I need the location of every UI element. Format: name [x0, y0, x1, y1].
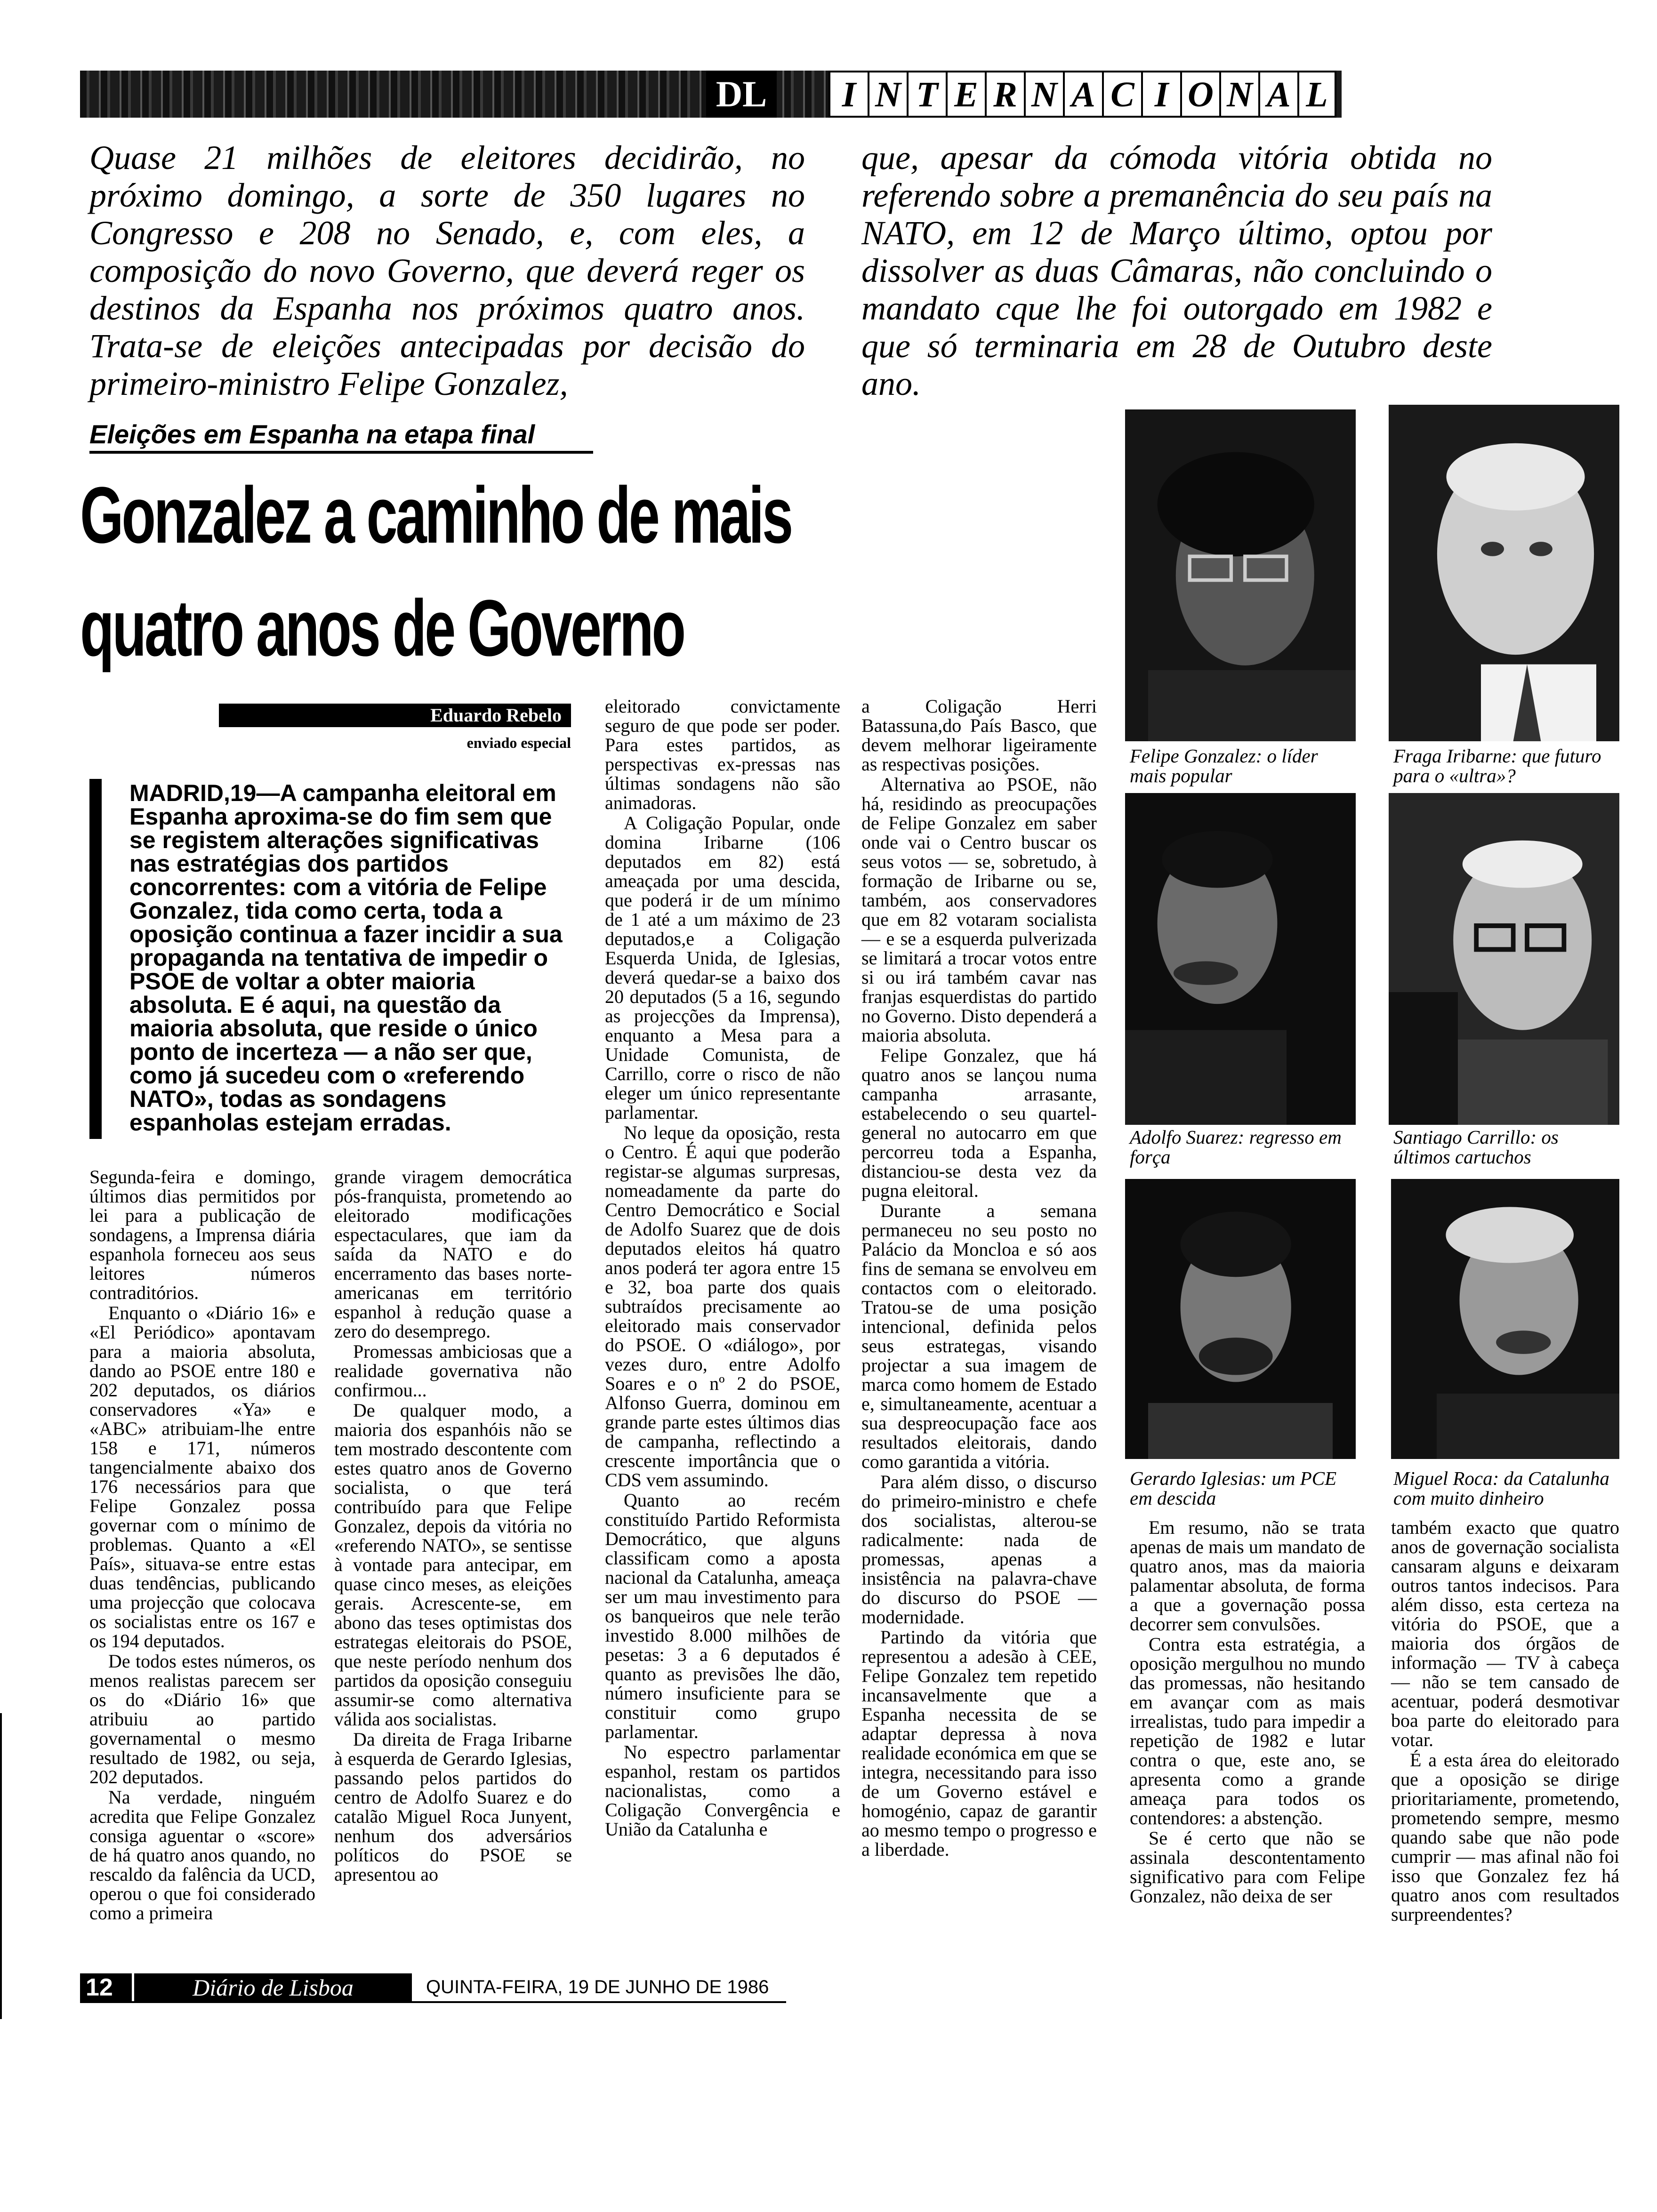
paragraph: Alternativa ao PSOE, não há, residindo as preocupações de Felipe Gonzalez em saber onde vai o Centro buscar os seus votos — se, sobretudo, à formação de Iribarne ou se, também, aos conservadores que em 82 votaram socialista — e se a esquerda pulverizada se limitará a trocar votos entre si ou irá também cavar nas franjas esquerdistas do partido no Governo. Disto dependerá a maioria absoluta.	[861, 774, 1097, 1046]
article-column-2	[334, 1167, 572, 1885]
paragraph: No espectro parlamentar espanhol, restam os partidos nacionalistas, como a Coligação Convergência e União da Catalunha e	[605, 1741, 840, 1840]
article-column-6	[1391, 1518, 1619, 1925]
footer-rule	[80, 2001, 786, 2003]
photo-gerardo-iglesias	[1125, 1179, 1356, 1459]
paragraph: Promessas ambiciosas que a realidade governativa não confirmou...	[334, 1341, 572, 1401]
paragraph: também exacto que quatro anos de governação socialista cansaram alguns e deixaram outros tantos indecisos. Para além disso, esta certeza na vitória do PSOE, que a maioria dos órgãos de informação — TV à cabeça — não se tem cansado de acentuar, poderá desmotivar boa parte do eleitorado para votar.	[1391, 1517, 1619, 1750]
caption-felipe-gonzalez: Felipe Gonzalez: o líder mais popular	[1130, 745, 1318, 786]
kicker-underline	[89, 451, 593, 454]
byline-role: enviado especial	[467, 734, 571, 751]
section-letter: L	[1297, 71, 1336, 118]
paragraph: Partindo da vitória que representou a adesão à CEE, Felipe Gonzalez tem repetido incansavelmente que a Espanha necessita de se adaptar depressa à nova realidade económica em que se integra, necessitando para isso de um Governo estável e homogénio, capaz de garantir ao mesmo tempo o progresso e a liberdade.	[861, 1627, 1097, 1860]
photo-felipe-gonzalez	[1125, 409, 1356, 741]
paragraph: Na verdade, ninguém acredita que Felipe Gonzalez consiga aguentar o «score» de há quatro anos quando, no rescaldo da falência da UCD, operou o que foi considerado como a primeira	[89, 1787, 315, 1923]
headline-line-2: quatro anos de Governo	[80, 584, 684, 673]
intro-left: Quase 21 milhões de eleitores decidirão, no próximo domingo, a sorte de 350 lugares no Congresso e 208 no Senado, e, com eles, a composição do novo Governo, que deverá reger os destinos da Espanha nos próximos quatro anos. Trata-se de eleições antecipadas por decisão do primeiro-ministro Felipe Gonzalez,	[89, 139, 805, 402]
section-letter: O	[1180, 71, 1219, 118]
paragraph: Quanto ao recém constituído Partido Reformista Democrático, que alguns classificam como a aposta nacional da Catalunha, ameaça ser um mau investimento para os banqueiros que nele terão investido 8.000 milhões de pesetas: 3 a 6 deputados é quanto as previsões lhe dão, número insuficiente para se constituir como grupo parlamentar.	[605, 1490, 840, 1742]
headline-line-1: Gonzalez a caminho de mais	[80, 471, 792, 560]
paragraph: No leque da oposição, resta o Centro. É aqui que poderão registar-se algumas surpresas, nomeadamente da parte do Centro Democrático e Social de Adolfo Suarez que de dois deputados eleitos há quatro anos poderá ter agora entre 15 e 32, boa parte dos quais subtraídos precisamente ao eleitorado mais conservador do PSOE. O «diálogo», por vezes duro, entre Adolfo Soares e o nº 2 do PSOE, Alfonso Guerra, dominou em grande parte estes últimos dias de campanha, reflectindo a crescente importância que o CDS vem assumindo.	[605, 1122, 840, 1491]
paragraph: Felipe Gonzalez, que há quatro anos se lançou numa campanha arrasante, estabelecendo o seu quartel-general no autocarro em que percorreu toda a Espanha, distanciou-se desta vez da pugna eleitoral.	[861, 1045, 1097, 1201]
paragraph: Segunda-feira e domingo, últimos dias permitidos por lei para a publicação de sondagens, a Imprensa diária espanhola forneceu aos seus leitores números contraditórios.	[89, 1166, 315, 1303]
paragraph: É a esta área do eleitorado que a oposição se dirige prioritariamente, prometendo, prometendo sempre, mesmo quando sabe que não pode cumprir — mas afinal não foi isso que Gonzalez fez há quatro anos com resultados surpreendentes?	[1391, 1749, 1619, 1925]
paragraph: Em resumo, não se trata apenas de mais um mandato de quatro anos, mas da maioria palamentar absoluta, de forma a que a governação possa decorrer sem convulsões.	[1130, 1517, 1365, 1635]
article-column-4	[861, 697, 1097, 1860]
section-letter: T	[907, 71, 946, 118]
paragraph: Durante a semana permaneceu no seu posto no Palácio da Moncloa e só aos fins de semana se envolveu em contactos com o eleitorado. Tratou-se de uma posição intencional, definida pelos seus estrategas, visando projectar a sua imagem de marca como homem de Estado e, simultaneamente, acentuar a sua despreocupação face aos resultados eleitorais, dando como garantida a vitória.	[861, 1200, 1097, 1472]
caption-gerardo-iglesias: Gerardo Iglesias: um PCE em descida	[1130, 1467, 1337, 1509]
caption-miguel-roca: Miguel Roca: da Catalunha com muito dinheiro	[1393, 1467, 1609, 1509]
section-letter: I	[1141, 71, 1180, 118]
section-letter: A	[1258, 71, 1297, 118]
paragraph: A Coligação Popular, onde domina Iribarne (106 deputados em 82) está ameaçada por uma descida, que poderá ir de um mínimo de 1 até a um máximo de 23 deputados,e a Coligação Esquerda Unida, de Iglesias, deverá quedar-se a baixo dos 20 deputados (5 a 16, segundo as projecções da Imprensa), enquanto a Mesa para a Unidade Comunista, de Carrillo, corre o risco de não eleger um único representante parlamentar.	[605, 812, 840, 1123]
section-title-international	[828, 71, 1336, 118]
article-column-5	[1130, 1518, 1365, 1907]
byline-author: Eduardo Rebelo	[219, 704, 571, 727]
publication-date: QUINTA-FEIRA, 19 DE JUNHO DE 1986	[426, 1977, 769, 1997]
section-letter: A	[1063, 71, 1102, 118]
newspaper-logo: DL	[706, 71, 777, 118]
scan-edge-line	[0, 1713, 2, 2019]
newspaper-name: Diário de Lisboa	[134, 1973, 412, 2002]
paragraph: Contra esta estratégia, a oposição mergulhou no mundo das promessas, não hesitando em avançar com as mais irrealistas, tudo para impedir a repetição de 1982 e lutar contra o que, este ano, se apresenta como a grande ameaça para todos os contendores: a abstenção.	[1130, 1634, 1365, 1828]
paragraph: De todos estes números, os menos realistas parecem ser os do «Diário 16» que atribuiu ao partido governamental o mesmo resultado de 1982, ou seja, 202 deputados.	[89, 1651, 315, 1787]
article-column-3	[605, 697, 840, 1840]
paragraph: eleitorado convictamente seguro de que pode ser poder. Para estes partidos, as perspectivas ex-pressas nas últimas sondagens não são animadoras.	[605, 696, 840, 813]
section-letter: R	[985, 71, 1024, 118]
article-column-1	[89, 1167, 315, 1923]
intro-right: que, apesar da cómoda vitória obtida no referendo sobre a premanência do seu país na NATO, em 12 de Março último, optou por dissolver as duas Câmaras, não concluindo o mandato cque lhe foi outorgado em 1982 e que só terminaria em 28 de Outubro deste ano.	[861, 139, 1492, 402]
caption-adolfo-suarez: Adolfo Suarez: regresso em força	[1130, 1126, 1342, 1168]
article-kicker: Eleições em Espanha na etapa final	[89, 419, 535, 449]
photo-adolfo-suarez	[1125, 793, 1356, 1125]
paragraph: Enquanto o «Diário 16» e «El Periódico» apontavam para a maioria absoluta, dando ao PSOE entre 180 e 202 deputados, os diários conservadores «Ya» e «ABC» atribuiam-lhe entre 158 e 171, números tangencialmente abaixo dos 176 necessários para que Felipe Gonzalez possa governar com o mínimo de problemas. Quanto a «El País», situava-se entre estas duas tendências, publicando uma projecção que colocava os socialistas entre os 167 e os 194 deputados.	[89, 1302, 315, 1651]
paragraph: De qualquer modo, a maioria dos espanhóis não se tem mostrado descontente com estes quatro anos de Governo socialista, o que terá contribuído para que Felipe Gonzalez, depois da vitória no «referendo NATO», se sentisse à vontade para antecipar, em quase cinco meses, as eleições gerais. Acrescente-se, em abono das teses optimistas dos estrategas eleitorais do PSOE, que neste período nenhum dos partidos da oposição conseguiu assumir-se como alternativa válida aos socialistas.	[334, 1400, 572, 1730]
paragraph: Para além disso, o discurso do primeiro-ministro e chefe dos socialistas, alterou-se radicalmente: nada de promessas, apenas a insistência na palavra-chave do discurso do PSOE — modernidade.	[861, 1471, 1097, 1627]
section-letter: N	[1219, 71, 1258, 118]
caption-santiago-carrillo: Santiago Carrillo: os últimos cartuchos	[1393, 1126, 1559, 1168]
paragraph: Se é certo que não se assinala descontentamento significativo para com Felipe Gonzalez, não deixa de ser	[1130, 1827, 1365, 1907]
section-letter: I	[828, 71, 868, 118]
article-lead: MADRID,19—A campanha eleitoral em Espanha aproxima-se do fim sem que se registem alterações significativas nas estratégias dos partidos concorrentes: com a vitória de Felipe Gonzalez, tida como certa, toda a oposição continua a fazer incidir a sua propaganda na tentativa de impedir o PSOE de voltar a obter maioria absoluta. E é aqui, na questão da maioria absoluta, que reside o único ponto de incerteza — a não ser que, como já sucedeu com o «referendo NATO», todas as sondagens espanholas estejam erradas.	[129, 780, 563, 1136]
caption-fraga-iribarne: Fraga Iribarne: que futuro para o «ultra»?	[1393, 745, 1601, 786]
lead-accent-bar	[89, 779, 102, 1139]
paragraph: Da direita de Fraga Iribarne à esquerda de Gerardo Iglesias, passando pelos partidos do centro de Adolfo Suarez e do catalão Miguel Roca Junyent, nenhum dos adversários políticos do PSOE se apresentou ao	[334, 1729, 572, 1885]
section-letter: N	[1024, 71, 1063, 118]
page-number: 12	[80, 1973, 132, 2002]
photo-fraga-iribarne	[1389, 405, 1619, 741]
paragraph: grande viragem democrática pós-franquista, prometendo ao eleitorado modificações espectaculares, que iam da saída da NATO e do encerramento das bases norte-americanas em território espanhol à redução quase a zero do desemprego.	[334, 1166, 572, 1342]
photo-miguel-roca	[1391, 1179, 1619, 1459]
section-letter: N	[868, 71, 907, 118]
photo-santiago-carrillo	[1389, 793, 1619, 1125]
section-letter: E	[946, 71, 985, 118]
paragraph: a Coligação Herri Batassuna,do País Basco, que devem melhorar ligeiramente as respectivas posições.	[861, 696, 1097, 775]
section-letter: C	[1102, 71, 1141, 118]
